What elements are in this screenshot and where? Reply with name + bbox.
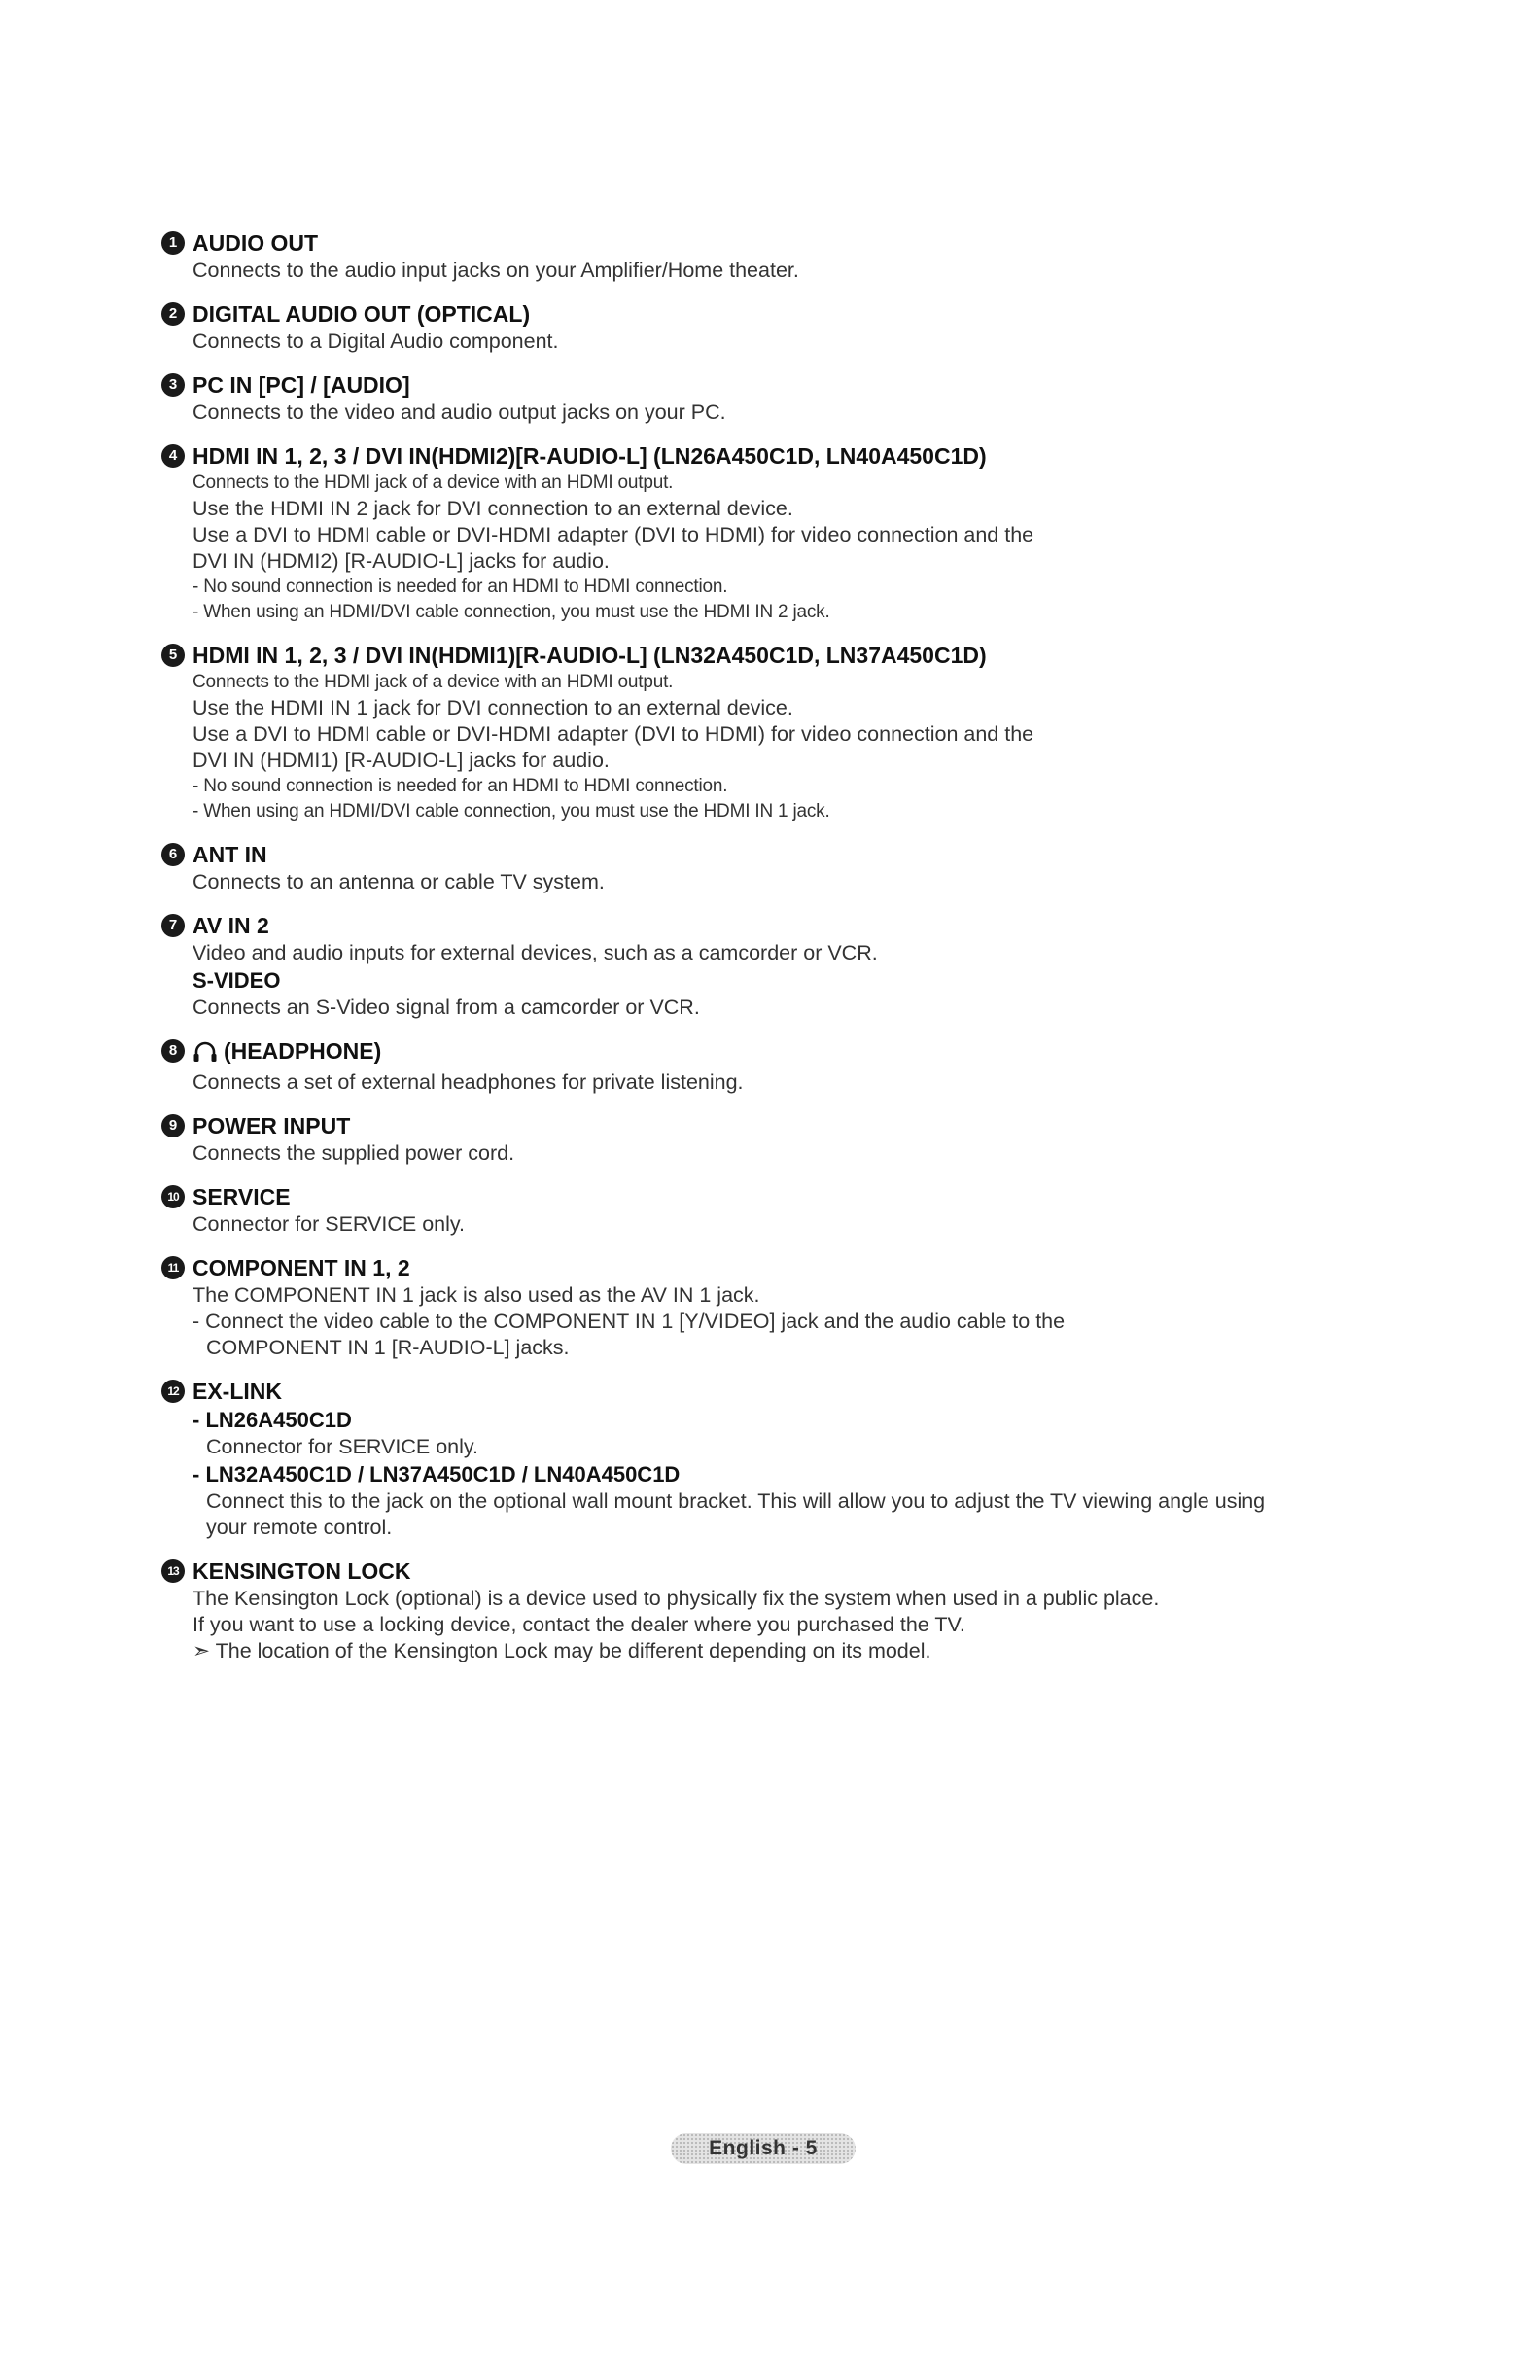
item-description: Use a DVI to HDMI cable or DVI-HDMI adapter (DVI to HDMI) for video connection and the: [192, 523, 1034, 546]
item-component-in: [161, 1253, 1377, 1361]
item-note: - When using an HDMI/DVI cable connection, you must use the HDMI IN 2 jack.: [192, 602, 830, 622]
item-description: COMPONENT IN 1 [R-AUDIO-L] jacks.: [206, 1336, 570, 1359]
item-subtitle: S-VIDEO: [192, 968, 281, 993]
page-number-footer: [671, 2133, 856, 2164]
item-title-row: [192, 1036, 1377, 1069]
page-number-label: English - 5: [709, 2137, 818, 2159]
item-title: EX-LINK: [192, 1379, 282, 1404]
item-number-badge: 5: [161, 644, 185, 667]
item-number-badge: 11: [161, 1256, 185, 1279]
item-digital-audio-out: [161, 299, 1377, 355]
item-title: KENSINGTON LOCK: [192, 1558, 411, 1584]
item-hdmi-in-hdmi1: [161, 641, 1377, 824]
item-description: Connects to the HDMI jack of a device with an HDMI output.: [192, 672, 674, 692]
item-title: PC IN [PC] / [AUDIO]: [192, 372, 410, 398]
item-number-badge: 8: [161, 1039, 185, 1063]
item-title: AV IN 2: [192, 913, 269, 938]
item-description: Connects to an antenna or cable TV system.: [192, 870, 605, 893]
item-title: COMPONENT IN 1, 2: [192, 1255, 410, 1280]
item-description: Connect this to the jack on the optional wall mount bracket. This will allow you to adjust the TV viewing angle using: [206, 1489, 1266, 1513]
item-description: Connector for SERVICE only.: [206, 1435, 479, 1458]
item-number-badge: 13: [161, 1559, 185, 1583]
item-power-input: [161, 1111, 1377, 1167]
item-ant-in: [161, 840, 1377, 895]
item-description: Use the HDMI IN 1 jack for DVI connection to an external device.: [192, 696, 793, 719]
item-description: Connects to the HDMI jack of a device with an HDMI output.: [192, 472, 674, 493]
headphone-icon: [192, 1040, 218, 1069]
item-description: Connects a set of external headphones for private listening.: [192, 1070, 744, 1094]
item-number-badge: 4: [161, 444, 185, 468]
item-title: (HEADPHONE): [224, 1038, 382, 1064]
item-description: DVI IN (HDMI1) [R-AUDIO-L] jacks for audio.: [192, 749, 610, 772]
item-number-badge: 2: [161, 302, 185, 326]
item-description: Use the HDMI IN 2 jack for DVI connection to an external device.: [192, 497, 793, 520]
item-title: HDMI IN 1, 2, 3 / DVI IN(HDMI2)[R-AUDIO-L] (LN26A450C1D, LN40A450C1D): [192, 443, 987, 469]
item-number-badge: 3: [161, 373, 185, 397]
item-subtitle: - LN32A450C1D / LN37A450C1D / LN40A450C1D: [192, 1462, 681, 1487]
item-note: - No sound connection is needed for an HDMI to HDMI connection.: [192, 776, 728, 796]
item-title: AUDIO OUT: [192, 230, 319, 256]
item-note-text: The location of the Kensington Lock may be different depending on its model.: [215, 1639, 931, 1662]
item-title: ANT IN: [192, 842, 267, 867]
item-description: Connects the supplied power cord.: [192, 1141, 515, 1165]
item-title: POWER INPUT: [192, 1113, 351, 1138]
item-number-badge: 10: [161, 1185, 185, 1208]
item-description: Connects to a Digital Audio component.: [192, 330, 559, 353]
item-description: Connects an S-Video signal from a camcorder or VCR.: [192, 996, 700, 1019]
item-title: DIGITAL AUDIO OUT (OPTICAL): [192, 301, 531, 327]
note-arrow-icon: ➣: [192, 1639, 211, 1662]
item-description: The Kensington Lock (optional) is a device used to physically fix the system when used in a public place.: [192, 1587, 1160, 1610]
item-audio-out: [161, 228, 1377, 284]
item-subtitle: - LN26A450C1D: [192, 1408, 352, 1432]
connector-list: [161, 228, 1377, 1680]
item-kensington-lock: [161, 1557, 1377, 1664]
item-headphone: [161, 1036, 1377, 1096]
item-number-badge: 9: [161, 1114, 185, 1138]
item-note: - When using an HDMI/DVI cable connection, you must use the HDMI IN 1 jack.: [192, 801, 830, 822]
item-description: Connects to the video and audio output jacks on your PC.: [192, 401, 726, 424]
item-number-badge: 1: [161, 231, 185, 255]
item-number-badge: 7: [161, 914, 185, 937]
item-note: [192, 1638, 1377, 1664]
item-number-badge: 12: [161, 1380, 185, 1403]
item-description: Use a DVI to HDMI cable or DVI-HDMI adapter (DVI to HDMI) for video connection and the: [192, 722, 1034, 746]
item-av-in-2: [161, 911, 1377, 1021]
item-hdmi-in-hdmi2: [161, 441, 1377, 625]
item-title: HDMI IN 1, 2, 3 / DVI IN(HDMI1)[R-AUDIO-L] (LN32A450C1D, LN37A450C1D): [192, 643, 987, 668]
item-description: Connector for SERVICE only.: [192, 1212, 466, 1236]
item-title: SERVICE: [192, 1184, 291, 1209]
item-description: If you want to use a locking device, contact the dealer where you purchased the TV.: [192, 1613, 965, 1636]
item-number-badge: 6: [161, 843, 185, 866]
item-ex-link: [161, 1377, 1377, 1541]
item-pc-in: [161, 370, 1377, 426]
item-description: Video and audio inputs for external devices, such as a camcorder or VCR.: [192, 941, 878, 964]
item-description: - Connect the video cable to the COMPONENT IN 1 [Y/VIDEO] jack and the audio cable to the: [192, 1310, 1066, 1333]
item-service: [161, 1182, 1377, 1238]
item-description: The COMPONENT IN 1 jack is also used as the AV IN 1 jack.: [192, 1283, 760, 1307]
item-note: - No sound connection is needed for an HDMI to HDMI connection.: [192, 577, 728, 597]
item-description: your remote control.: [206, 1516, 393, 1539]
item-description: DVI IN (HDMI2) [R-AUDIO-L] jacks for audio.: [192, 549, 610, 573]
item-description: Connects to the audio input jacks on your Amplifier/Home theater.: [192, 259, 799, 282]
